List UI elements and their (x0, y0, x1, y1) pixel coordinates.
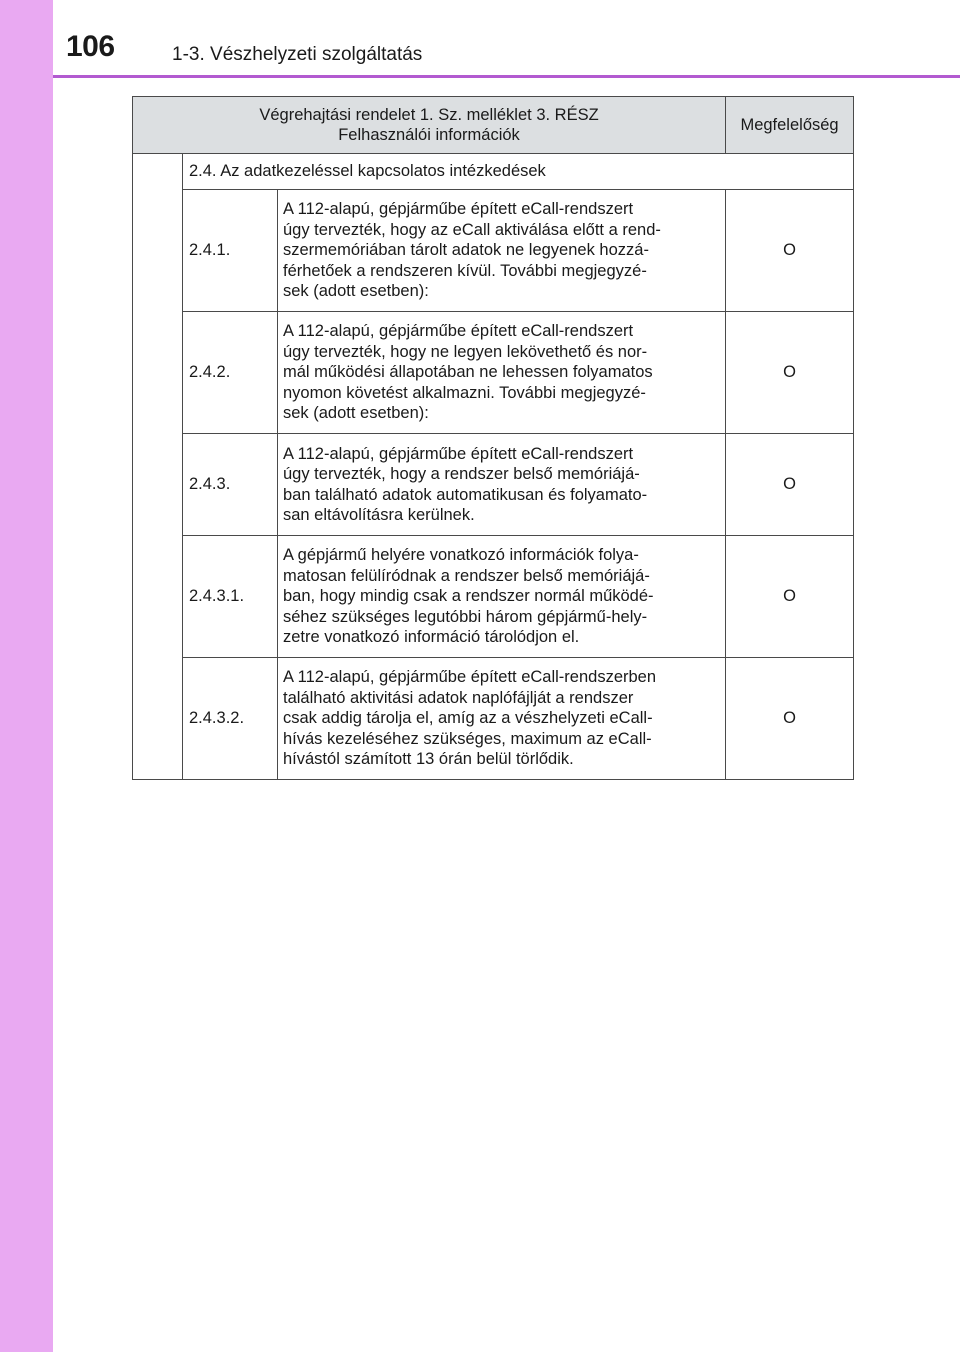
desc-line: A 112-alapú, gépjárműbe épített eCall-rendszert (283, 444, 634, 463)
item-number: 2.4.1. (183, 190, 278, 312)
requirements-table (132, 96, 854, 780)
item-description (278, 536, 726, 658)
desc-line: szermemóriában tárolt adatok ne legyenek hozzá- (283, 241, 649, 260)
desc-line: ban található adatok automatikusan és folyamato- (283, 485, 648, 504)
side-color-band (0, 0, 53, 1352)
header-regulation-cell (133, 97, 726, 154)
item-number: 2.4.3. (183, 434, 278, 536)
item-compliance: O (726, 658, 854, 780)
section-title: 1-3. Vészhelyzeti szolgáltatás (172, 44, 423, 65)
table-row (133, 434, 854, 536)
desc-line: matosan felülíródnak a rendszer belső memóriájá- (283, 566, 650, 585)
page-number: 106 (66, 30, 115, 63)
desc-line: san eltávolításra kerülnek. (283, 506, 475, 524)
item-compliance: O (726, 190, 854, 312)
item-description (278, 190, 726, 312)
desc-line: úgy tervezték, hogy az eCall aktiválása előtt a rend- (283, 220, 661, 239)
item-number: 2.4.3.2. (183, 658, 278, 780)
header-line-1: Végrehajtási rendelet 1. Sz. melléklet 3. RÉSZ (259, 105, 599, 124)
desc-line: A gépjármű helyére vonatkozó információk folya- (283, 546, 639, 565)
desc-line: sek (adott esetben): (283, 404, 429, 423)
desc-line: nyomon követést alkalmazni. További megjegyzé- (283, 383, 646, 402)
desc-line: A 112-alapú, gépjárműbe épített eCall-rendszerben (283, 668, 657, 687)
desc-line: ban, hogy mindig csak a rendszer normál működé- (283, 587, 654, 606)
desc-line: csak addig tárolja el, amíg az a vészhelyzeti eCall- (283, 709, 653, 728)
desc-line: A 112-alapú, gépjárműbe épített eCall-rendszert (283, 200, 634, 219)
header-rule (53, 75, 960, 78)
section-heading-row (133, 154, 854, 190)
desc-line: zetre vonatkozó információ tárolódjon el. (283, 628, 580, 647)
desc-line: sek (adott esetben): (283, 282, 429, 301)
item-compliance: O (726, 312, 854, 434)
blank-left-column (133, 154, 183, 780)
item-number: 2.4.2. (183, 312, 278, 434)
table-row (133, 658, 854, 780)
item-description (278, 434, 726, 536)
header-line-2: Felhasználói információk (338, 126, 520, 144)
desc-line: található aktivitási adatok naplófájlját a rendszer (283, 688, 634, 707)
section-heading: 2.4. Az adatkezeléssel kapcsolatos intézkedések (183, 154, 854, 190)
item-compliance: O (726, 434, 854, 536)
desc-line: séhez szükséges legutóbbi három gépjármű-hely- (283, 607, 648, 626)
item-number: 2.4.3.1. (183, 536, 278, 658)
table-header-row (133, 97, 854, 154)
desc-line: hívás kezeléséhez szükséges, maximum az eCall- (283, 729, 652, 748)
item-compliance: O (726, 536, 854, 658)
item-description (278, 312, 726, 434)
desc-line: úgy tervezték, hogy ne legyen lekövethető és nor- (283, 342, 648, 361)
desc-line: A 112-alapú, gépjárműbe épített eCall-rendszert (283, 322, 634, 341)
desc-line: mál működési állapotában ne lehessen folyamatos (283, 363, 653, 382)
item-description (278, 658, 726, 780)
desc-line: hívástól számított 13 órán belül törlődik. (283, 750, 574, 769)
table-row (133, 190, 854, 312)
header-compliance-cell: Megfelelőség (726, 97, 854, 154)
table-row (133, 536, 854, 658)
table-row (133, 312, 854, 434)
desc-line: férhetőek a rendszeren kívül. További megjegyzé- (283, 261, 647, 280)
desc-line: úgy tervezték, hogy a rendszer belső memóriájá- (283, 465, 640, 483)
